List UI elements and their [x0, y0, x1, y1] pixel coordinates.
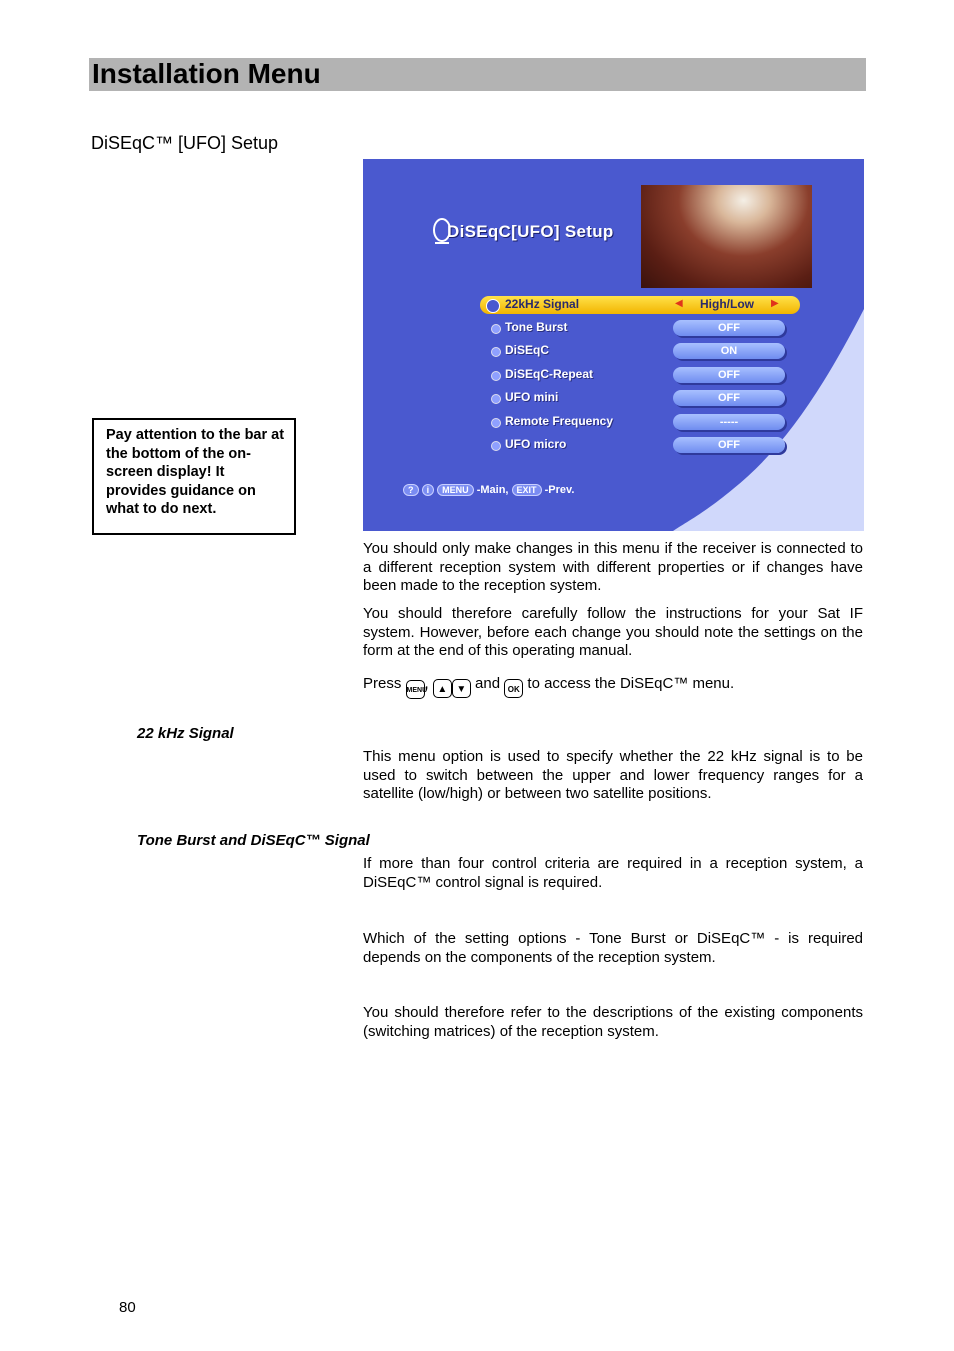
osd-bullet	[491, 371, 501, 381]
osd-bullet	[491, 394, 501, 404]
page-number: 80	[119, 1299, 136, 1316]
osd-footer	[403, 484, 574, 496]
osd-exit-action: -Prev.	[544, 484, 575, 496]
osd-selected-bullet	[486, 299, 500, 313]
osd-menu-action: -Main,	[476, 484, 509, 496]
osd-item-diseqc-repeat[interactable]: DiSEqC-Repeat	[505, 367, 594, 381]
down-key-icon: ▼	[452, 679, 471, 698]
paragraph-tone-2: Which of the setting options - Tone Burst or DiSEqC™ - is required depends on the components of the reception system.	[363, 930, 863, 966]
osd-title: DiSEqC[UFO] Setup	[447, 222, 614, 241]
right-arrow-icon: ▶	[771, 298, 779, 309]
osd-value-ufo-micro[interactable]: OFF	[673, 437, 785, 453]
heading-tone-burst: Tone Burst and DiSEqC™ Signal	[137, 832, 370, 849]
osd-item-tone-burst[interactable]: Tone Burst	[505, 320, 568, 334]
osd-menu-key: MENU	[437, 484, 474, 496]
osd-value-diseqc[interactable]: ON	[673, 343, 785, 359]
paragraph-press: Press MENU, ▲ ▼ and OK to access the DiSEqC™ menu.	[363, 675, 863, 699]
osd-bullet	[491, 418, 501, 428]
osd-bullet	[491, 324, 501, 334]
paragraph-instructions: You should therefore carefully follow the instructions for your Sat IF system. However, before each change you should note the settings on the form at the end of this operating manual.	[363, 605, 863, 660]
menu-key-icon: MENU	[406, 680, 425, 699]
page-title: Installation Menu	[92, 58, 321, 89]
osd-value-remote-frequency[interactable]: -----	[673, 414, 785, 430]
press-prefix: Press	[363, 675, 402, 692]
paragraph-tone-3: You should therefore refer to the descriptions of the existing components (switching matrices) of the reception system.	[363, 1004, 863, 1040]
osd-value-diseqc-repeat[interactable]: OFF	[673, 367, 785, 383]
press-and: and	[475, 675, 501, 692]
osd-item-ufo-mini[interactable]: UFO mini	[505, 390, 559, 404]
up-key-icon: ▲	[433, 679, 452, 698]
osd-bullet	[491, 441, 501, 451]
left-arrow-icon: ◀	[675, 298, 683, 309]
ok-key-icon: OK	[504, 679, 523, 698]
heading-22khz: 22 kHz Signal	[137, 725, 234, 742]
osd-value-ufo-mini[interactable]: OFF	[673, 390, 785, 406]
section-title: DiSEqC™ [UFO] Setup	[91, 133, 279, 153]
info-icon: i	[422, 484, 435, 496]
paragraph-tone-1: If more than four control criteria are required in a reception system, a DiSEqC™ control signal is required.	[363, 855, 863, 891]
help-icon: ?	[403, 484, 419, 496]
osd-selected-value: High/Low	[700, 297, 754, 311]
press-suffix: to access the DiSEqC™ menu.	[527, 675, 735, 692]
osd-selected-label: 22kHz Signal	[505, 297, 580, 311]
thumbnail-image	[641, 185, 812, 288]
osd-exit-key: EXIT	[512, 484, 542, 496]
osd-bullet	[491, 347, 501, 357]
osd-item-ufo-micro[interactable]: UFO micro	[505, 437, 567, 451]
paragraph-intro: You should only make changes in this menu if the receiver is connected to a different reception system with different properties or if changes have been made to the reception system.	[363, 540, 863, 595]
osd-screenshot	[363, 159, 864, 531]
paragraph-22khz: This menu option is used to specify whether the 22 kHz signal is to be used to switch between the upper and lower frequency ranges for a satellite (low/high) or between two satellite positions.	[363, 748, 863, 803]
note-text: Pay attention to the bar at the bottom of the on-screen display! It provides guidance on what to do next.	[106, 427, 285, 517]
osd-item-remote-frequency[interactable]: Remote Frequency	[505, 414, 614, 428]
osd-item-diseqc[interactable]: DiSEqC	[505, 343, 550, 357]
osd-value-tone-burst[interactable]: OFF	[673, 320, 785, 336]
